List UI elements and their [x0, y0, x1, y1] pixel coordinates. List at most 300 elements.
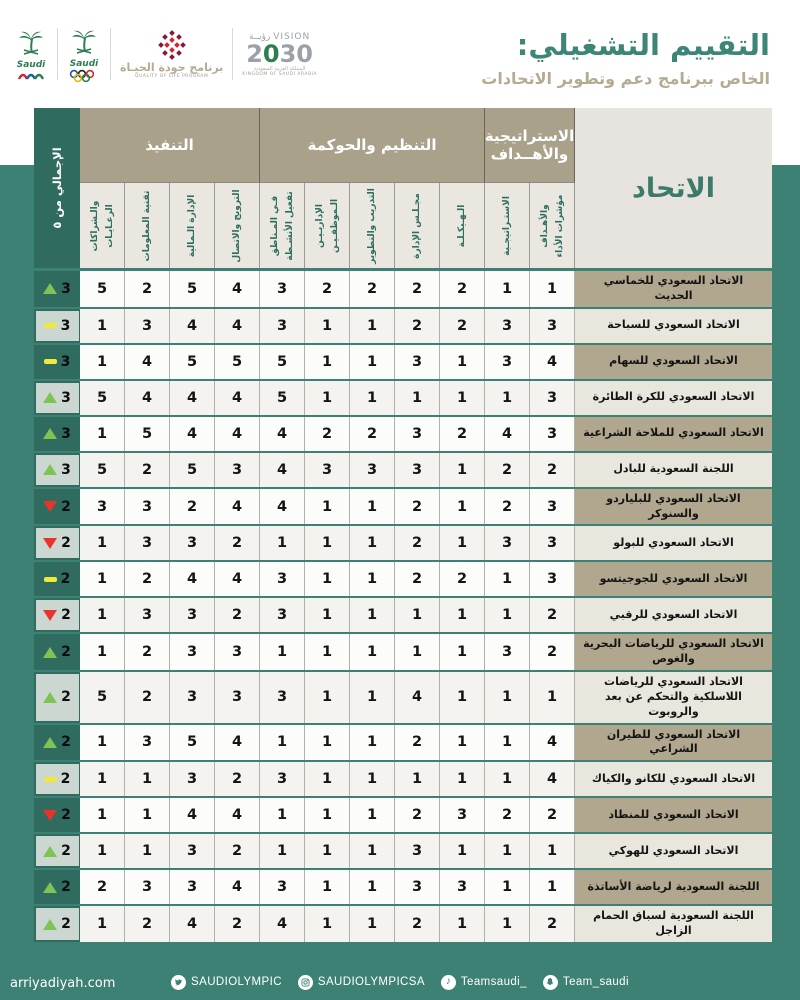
- score-cell: 2: [395, 271, 440, 307]
- vertical-label: [552, 183, 567, 268]
- social-handles: [171, 975, 629, 990]
- total-value: 3: [60, 317, 71, 334]
- score-cell: 1: [440, 598, 485, 632]
- footer: [0, 964, 800, 1000]
- score-cell: 3: [170, 762, 215, 796]
- score-cell: 1: [395, 598, 440, 632]
- vertical-label-text: تقنية المعلومات: [142, 190, 152, 261]
- logo-strip: [14, 22, 317, 86]
- total-cell: [34, 762, 80, 796]
- total-value: 2: [61, 689, 71, 706]
- instagram-icon: [298, 975, 313, 990]
- trend-flat-icon: [44, 359, 57, 364]
- total-cell: [34, 598, 80, 632]
- score-cell: 1: [485, 870, 530, 904]
- total-cell: [34, 526, 80, 560]
- score-cell: 1: [440, 345, 485, 379]
- sub-column-header: [125, 183, 170, 268]
- trend-up-icon: [43, 692, 57, 703]
- score-cell: 3: [125, 489, 170, 525]
- saudi-label: Saudi: [16, 60, 46, 70]
- score-cell: 3: [260, 870, 305, 904]
- score-cell: 4: [215, 489, 260, 525]
- trend-flat-icon: [44, 577, 57, 582]
- score-cell: 1: [305, 489, 350, 525]
- total-cell: [34, 870, 80, 904]
- table-row: [34, 271, 772, 307]
- federation-name: الاتحاد السعودي للبلياردو والسنوكر: [575, 489, 772, 525]
- total-value: 3: [61, 389, 71, 406]
- total-cell: [34, 906, 80, 942]
- score-cell: 2: [215, 906, 260, 942]
- score-cell: 2: [485, 453, 530, 487]
- score-cell: 1: [305, 634, 350, 670]
- score-cell: 3: [170, 526, 215, 560]
- score-cell: 1: [350, 634, 395, 670]
- total-value: 2: [60, 771, 71, 788]
- score-cell: 3: [170, 598, 215, 632]
- trend-up-icon: [43, 283, 57, 294]
- trend-flat-icon: [44, 777, 57, 782]
- score-cell: 3: [80, 489, 125, 525]
- total-cell: [34, 834, 80, 868]
- score-cell: 1: [80, 906, 125, 942]
- saudi-label: Saudi: [69, 58, 99, 69]
- trend-up-icon: [43, 392, 57, 403]
- sub-column-header: [80, 183, 125, 268]
- social-handle: [171, 975, 282, 990]
- score-cell: 1: [305, 562, 350, 596]
- score-cell: 1: [485, 381, 530, 415]
- score-cell: 5: [80, 271, 125, 307]
- score-cell: 1: [440, 672, 485, 723]
- vertical-label-text: الإدارة الـمالية: [187, 194, 197, 257]
- score-cell: 3: [530, 489, 575, 525]
- score-cell: 4: [125, 345, 170, 379]
- vertical-label-text: الـموظفـيـن: [329, 198, 340, 253]
- olympic-rings-icon: [67, 69, 101, 83]
- score-cell: 4: [260, 906, 305, 942]
- vision-2030-logo: [242, 22, 317, 86]
- score-cell: 2: [215, 834, 260, 868]
- total-box: [36, 455, 79, 485]
- total-box: [36, 383, 79, 413]
- social-handle: [298, 975, 425, 990]
- score-cell: 1: [350, 906, 395, 942]
- score-cell: 3: [170, 834, 215, 868]
- score-cell: 2: [125, 562, 170, 596]
- score-cell: 2: [530, 598, 575, 632]
- total-value: 2: [60, 571, 71, 588]
- score-cell: 1: [305, 834, 350, 868]
- score-cell: 2: [215, 598, 260, 632]
- sub-column-header: [305, 183, 350, 268]
- total-cell: [34, 489, 80, 525]
- palm-tree-icon: [14, 27, 48, 61]
- score-cell: 1: [305, 870, 350, 904]
- score-cell: 1: [350, 489, 395, 525]
- score-cell: 3: [395, 453, 440, 487]
- federation-name: الاتحاد السعودي للسباحة: [575, 309, 772, 343]
- snapchat-icon: [543, 975, 558, 990]
- score-cell: 4: [170, 309, 215, 343]
- vertical-label-text: تفعيل الأنشـطة: [284, 190, 295, 261]
- trend-down-icon: [43, 610, 57, 621]
- federation-name: اللجنة السعودية للبادل: [575, 453, 772, 487]
- page-title: التقييم التشغيلي:: [516, 28, 770, 62]
- score-cell: 1: [350, 834, 395, 868]
- total-box: [36, 311, 79, 341]
- federation-name: الاتحاد السعودي للسهام: [575, 345, 772, 379]
- score-cell: 1: [440, 725, 485, 761]
- score-cell: 3: [215, 453, 260, 487]
- score-cell: 3: [485, 345, 530, 379]
- page-header: [481, 30, 770, 88]
- score-cell: 1: [350, 526, 395, 560]
- score-cell: 3: [170, 870, 215, 904]
- vertical-label: [500, 183, 515, 268]
- score-cell: 3: [260, 762, 305, 796]
- social-handle-text: SAUDIOLYMPICSA: [317, 976, 425, 988]
- vertical-label: [537, 183, 552, 268]
- table-row: [34, 309, 772, 343]
- score-cell: 4: [485, 417, 530, 451]
- score-cell: 1: [125, 762, 170, 796]
- score-cell: 2: [530, 798, 575, 832]
- score-cell: 1: [485, 725, 530, 761]
- tiktok-icon: ♪: [441, 975, 456, 990]
- score-cell: 1: [305, 725, 350, 761]
- score-cell: 3: [125, 725, 170, 761]
- score-cell: 1: [305, 798, 350, 832]
- federation-name: الاتحاد السعودي للبولو: [575, 526, 772, 560]
- score-cell: 1: [485, 271, 530, 307]
- score-cell: 1: [305, 672, 350, 723]
- trend-up-icon: [43, 737, 57, 748]
- total-box: [36, 674, 79, 721]
- score-cell: 1: [260, 834, 305, 868]
- score-cell: 4: [170, 417, 215, 451]
- score-cell: 1: [80, 526, 125, 560]
- total-cell: [34, 417, 80, 451]
- watermark: arriyadiyah.com: [10, 976, 116, 991]
- federation-name: الاتحاد السعودي للخماسي الحديث: [575, 271, 772, 307]
- score-cell: 1: [80, 562, 125, 596]
- score-cell: 1: [530, 271, 575, 307]
- score-cell: 5: [80, 453, 125, 487]
- federation-name: اللجنة السعودية لرياضة الأساتذة: [575, 870, 772, 904]
- score-cell: 3: [260, 271, 305, 307]
- total-cell: [34, 672, 80, 723]
- table-row: [34, 526, 772, 560]
- total-value: 2: [61, 734, 71, 751]
- vertical-label-text: الإداريـيـن: [314, 203, 325, 248]
- score-cell: 1: [440, 526, 485, 560]
- score-cell: 1: [80, 417, 125, 451]
- score-cell: 1: [440, 762, 485, 796]
- table-row: [34, 381, 772, 415]
- score-cell: 3: [125, 526, 170, 560]
- vertical-label: [87, 183, 102, 268]
- federation-name: الاتحاد السعودي للرياضات اللاسلكية والتحكم عن بعد والروبوت: [575, 672, 772, 723]
- score-cell: 1: [125, 798, 170, 832]
- score-cell: 3: [395, 417, 440, 451]
- sub-column-header: [260, 183, 305, 268]
- table-row: [34, 417, 772, 451]
- score-cell: 1: [530, 834, 575, 868]
- score-cell: 1: [395, 381, 440, 415]
- score-cell: 1: [485, 598, 530, 632]
- federation-name: الاتحاد السعودي للمنطاد: [575, 798, 772, 832]
- score-cell: 3: [125, 598, 170, 632]
- score-cell: 1: [395, 762, 440, 796]
- score-cell: 3: [395, 870, 440, 904]
- score-cell: 1: [485, 906, 530, 942]
- score-cell: 1: [485, 834, 530, 868]
- score-cell: 3: [485, 526, 530, 560]
- score-cell: 1: [350, 381, 395, 415]
- total-cell: [34, 381, 80, 415]
- score-cell: 2: [395, 725, 440, 761]
- score-cell: 3: [440, 870, 485, 904]
- score-cell: 3: [305, 453, 350, 487]
- score-cell: 5: [260, 381, 305, 415]
- score-cell: 4: [215, 870, 260, 904]
- score-cell: 1: [485, 762, 530, 796]
- score-cell: 1: [80, 798, 125, 832]
- federation-name: الاتحاد السعودي للرقبي: [575, 598, 772, 632]
- trend-up-icon: [43, 464, 57, 475]
- trend-flat-icon: [44, 323, 57, 328]
- quality-of-life-logo: [120, 22, 223, 86]
- total-cell: [34, 345, 80, 379]
- score-cell: 2: [530, 634, 575, 670]
- total-cell: [34, 562, 80, 596]
- vertical-label-text: مجـلـس الإدارة: [412, 192, 422, 259]
- qol-flower-icon: [155, 29, 189, 61]
- total-cell: [34, 309, 80, 343]
- column-header-total: [34, 108, 80, 268]
- score-cell: 4: [215, 417, 260, 451]
- score-cell: 3: [530, 309, 575, 343]
- sub-column-header: [440, 183, 485, 268]
- table-row: [34, 598, 772, 632]
- social-handle-text: Team_saudi: [562, 976, 629, 988]
- table-row: [34, 906, 772, 942]
- score-cell: 3: [260, 598, 305, 632]
- table-row: [34, 562, 772, 596]
- vertical-label-text: مؤشرات الأداء: [554, 193, 565, 258]
- table-row: [34, 798, 772, 832]
- score-cell: 1: [305, 526, 350, 560]
- score-cell: 5: [80, 381, 125, 415]
- group-header-line: والأهــداف: [490, 145, 569, 163]
- score-cell: 1: [350, 798, 395, 832]
- total-value: 3: [61, 280, 71, 297]
- score-cell: 5: [80, 672, 125, 723]
- score-cell: 2: [440, 309, 485, 343]
- evaluation-table: [34, 108, 772, 944]
- score-cell: 5: [170, 345, 215, 379]
- total-cell: [34, 634, 80, 670]
- vertical-label-text: الاستـراتيجـية: [502, 195, 512, 256]
- table-row: [34, 345, 772, 379]
- score-cell: 1: [305, 345, 350, 379]
- federation-name: الاتحاد السعودي للكرة الطائرة: [575, 381, 772, 415]
- score-cell: 2: [530, 453, 575, 487]
- score-cell: 3: [530, 562, 575, 596]
- score-cell: 2: [215, 526, 260, 560]
- score-cell: 3: [530, 417, 575, 451]
- score-cell: 1: [440, 906, 485, 942]
- score-cell: 1: [260, 798, 305, 832]
- table-row: [34, 762, 772, 796]
- score-cell: 2: [125, 271, 170, 307]
- score-cell: 4: [395, 672, 440, 723]
- total-box: [36, 836, 79, 866]
- sub-column-header: [395, 183, 440, 268]
- vertical-label: [267, 183, 282, 268]
- score-cell: 3: [215, 672, 260, 723]
- score-cell: 3: [170, 672, 215, 723]
- score-cell: 2: [440, 417, 485, 451]
- sub-column-header: [530, 183, 575, 268]
- score-cell: 1: [80, 598, 125, 632]
- score-cell: 4: [170, 381, 215, 415]
- total-value: 3: [61, 461, 71, 478]
- group-header: [260, 108, 485, 183]
- total-box: [36, 764, 79, 794]
- score-cell: 1: [395, 634, 440, 670]
- agitos-icon: [16, 70, 46, 81]
- score-cell: 3: [215, 634, 260, 670]
- trend-up-icon: [43, 647, 57, 658]
- trend-up-icon: [43, 882, 57, 893]
- federation-name: الاتحاد السعودي للرياضات البحرية والغوص: [575, 634, 772, 670]
- score-cell: 2: [395, 798, 440, 832]
- sub-column-header: [485, 183, 530, 268]
- vertical-label-text: الإجمالي من ٥: [50, 147, 64, 229]
- palm-tree-icon: [67, 26, 101, 60]
- group-header: [80, 108, 260, 183]
- total-cell: [34, 271, 80, 307]
- sub-column-header: [170, 183, 215, 268]
- divider: [110, 28, 111, 80]
- vertical-label: [327, 183, 342, 268]
- score-cell: 2: [440, 271, 485, 307]
- score-cell: 1: [530, 672, 575, 723]
- score-cell: 1: [440, 834, 485, 868]
- score-cell: 5: [125, 417, 170, 451]
- saudi-olympic-logo: [67, 22, 101, 86]
- column-header-federation: الاتحاد: [575, 108, 772, 268]
- trend-down-icon: [43, 501, 57, 512]
- trend-up-icon: [43, 428, 57, 439]
- score-cell: 3: [395, 834, 440, 868]
- score-cell: 3: [125, 870, 170, 904]
- score-cell: 3: [125, 309, 170, 343]
- score-cell: 1: [485, 562, 530, 596]
- score-cell: 3: [485, 309, 530, 343]
- group-header-line: الاستراتيجية: [484, 127, 575, 145]
- score-cell: 3: [530, 381, 575, 415]
- page-subtitle: الخاص ببرنامج دعم وتطوير الاتحادات: [481, 68, 770, 88]
- group-header-line: التنظيم والحوكمة: [307, 136, 437, 154]
- score-cell: 2: [125, 453, 170, 487]
- vertical-label: [185, 183, 200, 268]
- score-cell: 1: [440, 634, 485, 670]
- vertical-label: [312, 183, 327, 268]
- vertical-label-text: والـشراكات: [89, 200, 100, 251]
- score-cell: 2: [305, 271, 350, 307]
- score-cell: 3: [440, 798, 485, 832]
- score-cell: 4: [215, 309, 260, 343]
- vertical-label: [282, 183, 297, 268]
- score-cell: 2: [125, 906, 170, 942]
- total-value: 2: [61, 807, 71, 824]
- score-cell: 2: [395, 562, 440, 596]
- federation-name: الاتحاد السعودي للطيران الشراعي: [575, 725, 772, 761]
- score-cell: 4: [260, 453, 305, 487]
- vertical-label: [230, 183, 245, 268]
- total-box: [36, 908, 79, 940]
- score-cell: 1: [80, 634, 125, 670]
- total-box: [36, 600, 79, 630]
- saudi-paralympic-logo: [14, 22, 48, 86]
- vision-kingdom-ar: المملكة العربية السعودية: [253, 65, 306, 72]
- score-cell: 1: [260, 634, 305, 670]
- score-cell: 3: [170, 634, 215, 670]
- social-handle-text: Teamsaudi_: [460, 976, 527, 988]
- total-value: 2: [61, 607, 71, 624]
- score-cell: 3: [530, 526, 575, 560]
- score-cell: 1: [350, 725, 395, 761]
- score-cell: 4: [215, 271, 260, 307]
- score-cell: 1: [440, 381, 485, 415]
- total-value: 2: [61, 644, 71, 661]
- divider: [232, 28, 233, 80]
- score-cell: 1: [440, 453, 485, 487]
- score-cell: 3: [395, 345, 440, 379]
- total-cell: [34, 798, 80, 832]
- score-cell: 5: [170, 271, 215, 307]
- total-value: 2: [61, 843, 71, 860]
- score-cell: 2: [350, 417, 395, 451]
- score-cell: 2: [485, 798, 530, 832]
- score-cell: 2: [530, 906, 575, 942]
- score-cell: 4: [260, 489, 305, 525]
- divider: [57, 28, 58, 80]
- total-value: 2: [61, 879, 71, 896]
- vertical-label-text: فـي المـناطق: [269, 195, 280, 256]
- score-cell: 1: [125, 834, 170, 868]
- vertical-label-text: الـهـيكـلـة: [457, 204, 467, 247]
- score-cell: 2: [440, 562, 485, 596]
- score-cell: 1: [80, 725, 125, 761]
- vertical-label: [102, 183, 117, 268]
- score-cell: 4: [215, 798, 260, 832]
- score-cell: 3: [260, 562, 305, 596]
- vertical-label-text: التدريب والتطوير: [367, 187, 377, 264]
- score-cell: 1: [305, 906, 350, 942]
- vertical-label-text: والأهـداف: [539, 203, 550, 248]
- total-value: 2: [61, 498, 71, 515]
- score-cell: 4: [170, 798, 215, 832]
- score-cell: 5: [170, 453, 215, 487]
- score-cell: 1: [305, 598, 350, 632]
- total-value: 3: [60, 353, 71, 370]
- score-cell: 2: [170, 489, 215, 525]
